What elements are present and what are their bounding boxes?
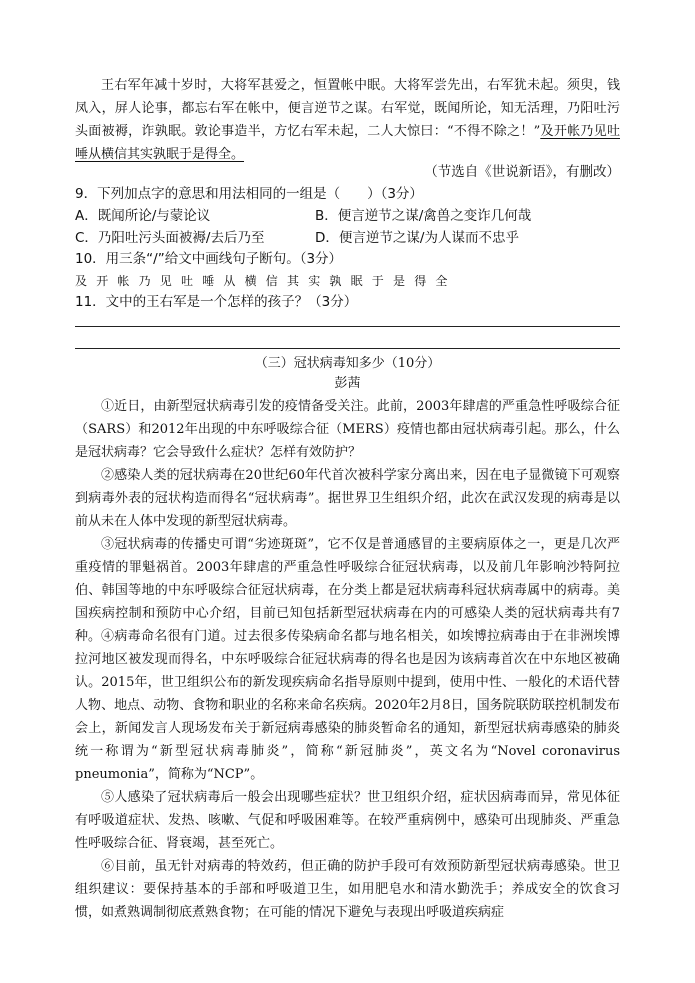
article-paragraph-6: ⑥目前，虽无针对病毒的特效药，但正确的防护手段可有效预防新型冠状病毒感染。世卫组织建议：要保持基本的手部和呼吸道卫生，如用肥皂水和清水勤洗手；养成安全的饮食习惯，如煮熟调制彻底煮熟食物；在可能的情况下避免与表现出呼吸道疾病症 — [75, 859, 620, 920]
passage-source: （节选自《世说新语》，有删改） — [424, 164, 620, 180]
question-10-sentence: 及开帐乃见吐唾从横信其实孰眠于是得全 — [75, 274, 457, 288]
article-paragraph-3: ③冠状病毒的传播史可谓“劣迹斑斑”，它不仅是普通感冒的主要病原体之一，更是几次严重疫情的罪魁祸首。2003年肆虐的严重急性呼吸综合征冠状病毒，以及前几年影响沙特阿拉伯、韩国等地的中东呼吸综合征冠状病毒，在分类上都是冠状病毒科冠状病毒属中的病毒。美国疾病控制和预防中心介绍，目前已知包括新型冠状病毒在内的可感染人类的冠状病毒共有7种。 — [75, 537, 620, 644]
answer-line-1 — [75, 326, 620, 327]
article-paragraph-5: ⑤人感染了冠状病毒后一般会出现哪些症状？世卫组织介绍，症状因病毒而异，常见体征有呼吸道症状、发热、咳嗽、气促和呼吸困难等。在较严重病例中，感染可出现肺炎、严重急性呼吸综合征、肾衰竭，甚至死亡。 — [75, 790, 620, 851]
article-paragraph-2: ②感染人类的冠状病毒在20世纪60年代首次被科学家分离出来，因在电子显微镜下可观察到病毒外表的冠状构造而得名“冠状病毒”。据世界卫生组织介绍，此次在武汉发现的病毒是以前从未在人体中发现的新型冠状病毒。 — [75, 468, 620, 529]
section-title: （三）冠状病毒知多少（10分） — [254, 356, 441, 371]
question-10: 10．用三条“/”给文中画线句子断句。（3分） — [75, 251, 343, 267]
question-9-option-d: D．便言逆节之谋/为人谋而不忠乎 — [315, 230, 519, 246]
passage-text: 王右军年减十岁时，大将军甚爱之，恒置帐中眠。大将军尝先出，右军犹未起。须臾，钱凤入，屏人论事，都忘右军在帐中，便言逆节之谋。右军觉，既闻所论，知无活理，乃阳吐污头面被褥，诈孰眠。敦论事造半，方忆右军未起，二人大惊曰：“不得不除之！” — [75, 78, 620, 139]
question-9-option-c: C．乃阳吐污头面被褥/去后乃至 — [75, 230, 265, 246]
article-author: 彭茜 — [334, 376, 361, 391]
question-9: 9．下列加点字的意思和用法相同的一组是（ ）（3分） — [75, 186, 423, 202]
question-9-option-a: A．既闻所论/与蒙论议 — [75, 208, 211, 224]
question-11: 11．文中的王右军是一个怎样的孩子？（3分） — [75, 294, 358, 310]
question-9-option-b: B．便言逆节之谋/禽兽之变诈几何哉 — [315, 208, 532, 224]
underlined-sentence: 及开帐乃见吐唾从横信其实孰眠于是得全。 — [75, 124, 620, 162]
article-paragraph-1: ①近日，由新型冠状病毒引发的疫情备受关注。此前，2003年肆虐的严重急性呼吸综合征（SARS）和2012年出现的中东呼吸综合征（MERS）疫情也都由冠状病毒引起。那么，什么是冠状病毒？它会导致什么症状？怎样有效防护？ — [75, 399, 620, 460]
classical-passage — [75, 74, 620, 166]
article-paragraph-4: ④病毒命名很有门道。过去很多传染病命名都与地名相关，如埃博拉病毒由于在非洲埃博拉河地区被发现而得名，中东呼吸综合征冠状病毒的得名也是因为该病毒首次在中东地区被确认。2015年，世卫组织公布的新发现疾病命名指导原则中提到，使用中性、一般化的术语代替人物、地点、动物、食物和职业的名称来命名疾病。2020年2月8日，国务院联防联控机制发布会上，新闻发言人现场发布关于新冠病毒感染的肺炎暂命名的通知，新型冠状病毒感染的肺炎统一称谓为“新型冠状病毒肺炎”，简称“新冠肺炎”，英文名为“Novel coronavirus pneumonia”，简称为“NCP”。 — [75, 629, 620, 782]
answer-line-2 — [75, 348, 620, 349]
